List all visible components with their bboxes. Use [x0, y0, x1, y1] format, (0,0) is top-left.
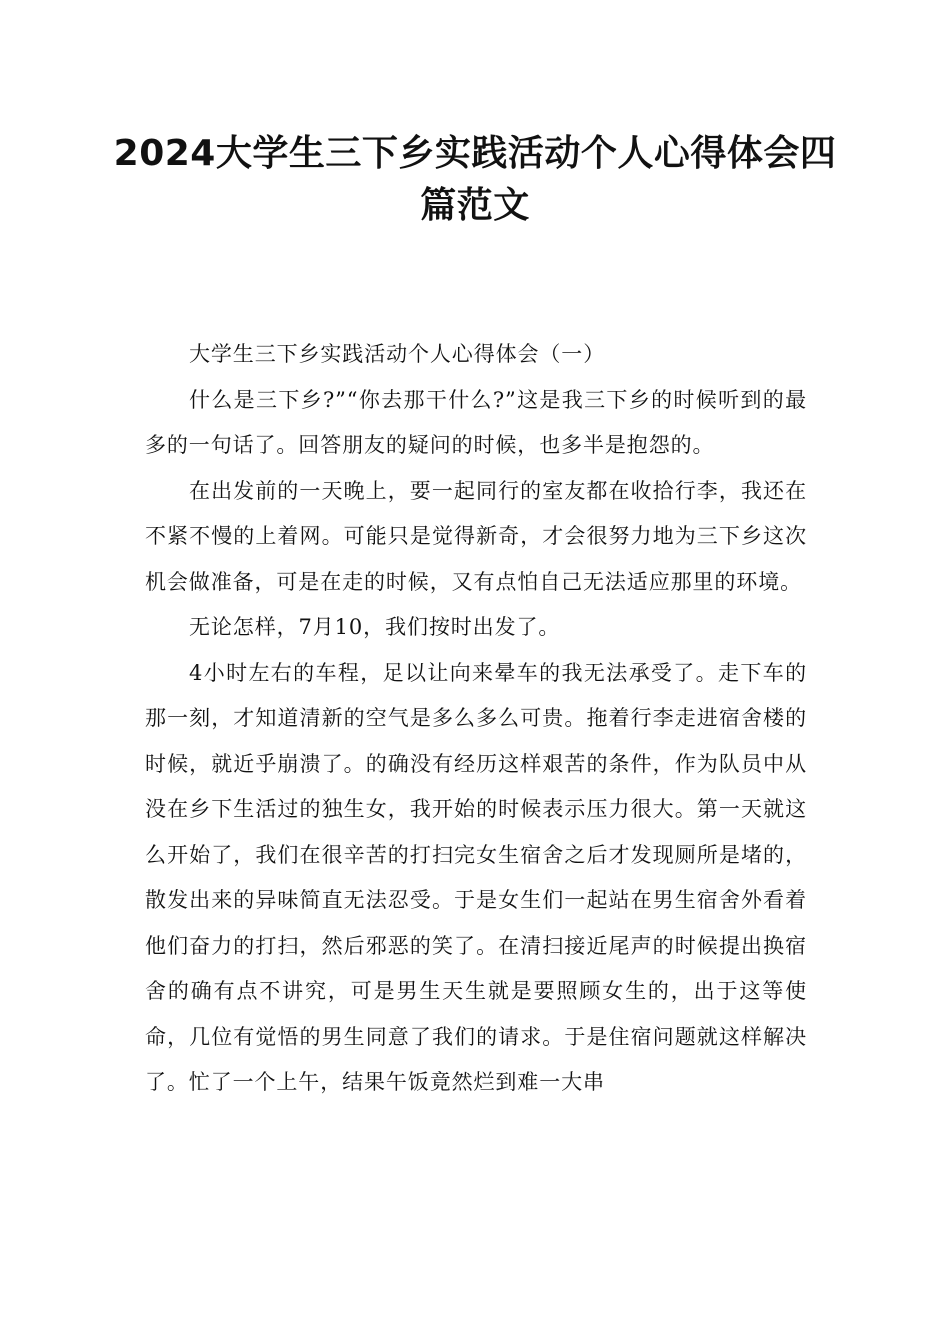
body-paragraph: 无论怎样，7月10，我们按时出发了。: [189, 615, 561, 639]
document-body: [145, 332, 807, 1106]
body-paragraph: 在出发前的一天晚上，要一起同行的室友都在收拾行李，我还在不紧不慢的上着网。可能只是觉得新奇，才会很努力地为三下乡这次机会做准备，可是在走的时候，又有点怕自己无法适应那里的环境。: [145, 478, 807, 594]
section-heading: 大学生三下乡实践活动个人心得体会（一）: [189, 342, 606, 366]
body-paragraph: 4小时左右的车程，足以让向来晕车的我无法承受了。走下车的那一刻，才知道清新的空气是多么多么可贵。拖着行李走进宿舍楼的时候，就近乎崩溃了。的确没有经历这样艰苦的条件，作为队员中从没在乡下生活过的独生女，我开始的时候表示压力很大。第一天就这么开始了，我们在很辛苦的打扫完女生宿舍之后才发现厕所是堵的，散发出来的异味简直无法忍受。于是女生们一起站在男生宿舍外看着他们奋力的打扫，然后邪恶的笑了。在清扫接近尾声的时候提出换宿舍的确有点不讲究，可是男生天生就是要照顾女生的，出于这等使命，几位有觉悟的男生同意了我们的请求。于是住宿问题就这样解决了。忙了一个上午，结果午饭竟然烂到难一大串: [145, 660, 807, 1094]
document-title: 2024大学生三下乡实践活动个人心得体会四篇范文: [113, 133, 837, 226]
body-paragraph: 什么是三下乡?”“你去那干什么?”这是我三下乡的时候听到的最多的一句话了。回答朋友的疑问的时候，也多半是抱怨的。: [145, 387, 807, 457]
